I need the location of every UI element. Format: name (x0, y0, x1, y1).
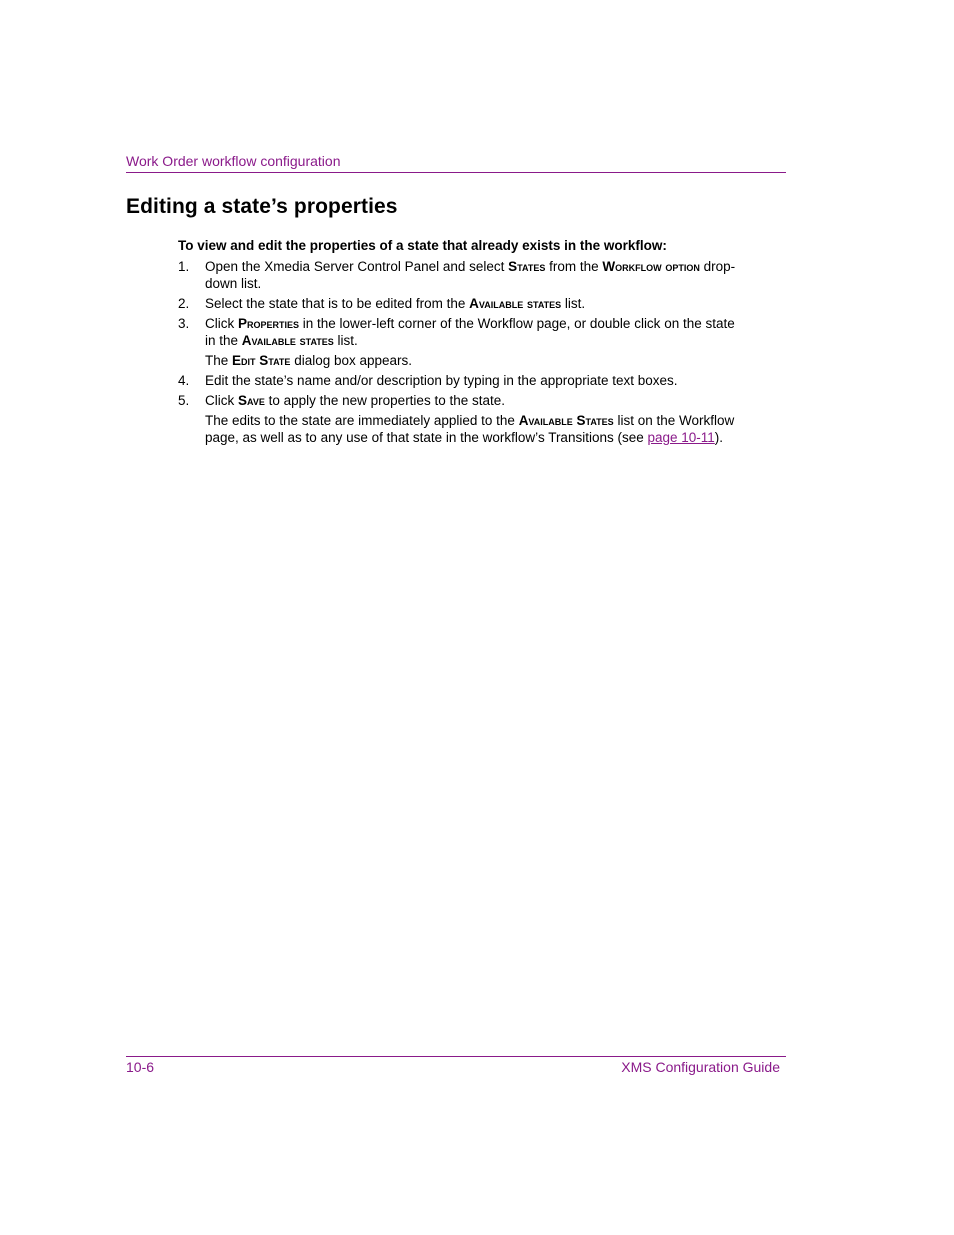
step-number: 2. (178, 296, 190, 311)
ui-term-properties: Properties (238, 316, 300, 331)
step-result (205, 352, 738, 369)
book-title: XMS Configuration Guide (621, 1059, 780, 1075)
step-text-part: The edits to the state are immediately applied to the (205, 413, 519, 428)
step-text (205, 258, 738, 292)
step-text: Edit the state’s name and/or description by typing in the appropriate text boxes. (205, 373, 678, 388)
ui-term-states: States (508, 259, 546, 274)
page-number: 10-6 (126, 1059, 155, 1075)
section-title: Editing a state’s properties (126, 195, 398, 218)
step-text-part: Select the state that is to be edited from the (205, 296, 470, 311)
step-number: 5. (178, 393, 190, 408)
step-text-part: Click (205, 316, 238, 331)
step-text (205, 295, 738, 312)
step-result (205, 412, 738, 446)
step-3 (178, 315, 738, 369)
step-5 (178, 392, 738, 446)
cross-reference-link[interactable]: page 10-11 (647, 430, 715, 445)
step-text-part: from the (545, 259, 603, 274)
step-2 (178, 295, 738, 312)
step-text-part: ). (714, 430, 724, 445)
step-number: 4. (178, 373, 190, 388)
footer-rule (126, 1056, 786, 1057)
step-text-part: drop-down list. (205, 259, 736, 291)
step-text-part: Open the Xmedia Server Control Panel and select (205, 259, 509, 274)
step-text-part: Click (205, 393, 238, 408)
step-text-part: in the lower-left corner of the Workflow page, or double click on the state in the (205, 316, 735, 348)
step-text (205, 392, 738, 409)
step-4 (178, 372, 738, 389)
procedure-intro: To view and edit the properties of a state that already exists in the workflow: (178, 238, 667, 253)
header-rule (126, 172, 786, 173)
step-text-part: list. (561, 296, 586, 311)
step-text-part: list on the Workflow page, as well as to any use of that state in the workflow’s Transitions (see (205, 413, 735, 445)
step-number: 3. (178, 316, 190, 331)
step-text-part: dialog box appears. (290, 353, 413, 368)
ui-term-available-states: Available States (518, 413, 614, 428)
ui-term-save: Save (238, 393, 265, 408)
step-text (205, 315, 738, 349)
ui-term-workflow-option: Workflow option (602, 259, 700, 274)
ui-term-available-states: Available states (241, 333, 334, 348)
step-text-part: to apply the new properties to the state. (264, 393, 505, 408)
ui-term-available-states: Available states (469, 296, 562, 311)
step-number: 1. (178, 259, 190, 274)
procedure-steps (178, 258, 738, 449)
step-1 (178, 258, 738, 292)
ui-term-edit-state: Edit State (232, 353, 291, 368)
step-text-part: list. (333, 333, 358, 348)
step-text-part: The (205, 353, 233, 368)
running-header: Work Order workflow configuration (126, 153, 341, 169)
